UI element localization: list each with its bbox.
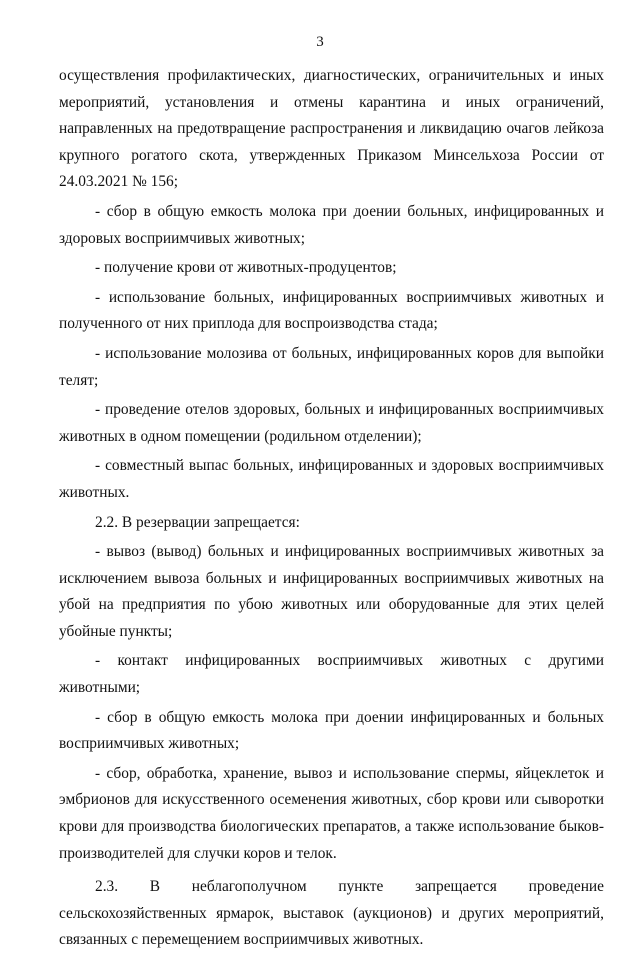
section-2-3: 2.3. В неблагополучном пункте запрещается проведение сельскохозяйственных ярмарок, выставок (аукционов) и других мероприятий, связанных с перемещением восприимчивых животных. — [59, 878, 604, 949]
list-item-milk-collection-infected: - сбор в общую емкость молока при доении инфицированных и больных восприимчивых животных; — [59, 708, 604, 753]
list-item-animal-contact: - контакт инфицированных восприимчивых животных с другими животными; — [59, 652, 604, 697]
paragraph-continuation: осуществления профилактических, диагностических, ограничительных и иных мероприятий, установления и отмены карантина и иных ограничений, направленных на предотвращение распространения и ликвидацию очагов лейкоза крупного рогатого скота, утвержденных Приказом Минсельхоза России от 24.03.2021 № 156; — [59, 67, 604, 191]
list-item-sperm-handling: - сбор, обработка, хранение, вывоз и использование спермы, яйцеклеток и эмбрионов для искусственного осеменения животных, сбор крови или сыворотки крови для производства биологических препаратов, а также использование быков-производителей для случки коров и телок. — [59, 764, 604, 862]
document-body — [59, 63, 604, 954]
list-item-grazing: - совместный выпас больных, инфицированных и здоровых восприимчивых животных. — [59, 457, 604, 501]
section-heading-2-2: 2.2. В резервации запрещается: — [95, 513, 300, 531]
list-item-milk-collection: - сбор в общую емкость молока при доении больных, инфицированных и здоровых восприимчивых животных; — [59, 202, 604, 247]
list-item-breeding-use: - использование больных, инфицированных восприимчивых животных и полученного от них приплода для воспроизводства стада; — [59, 288, 604, 333]
list-item-colostrum-use: - использование молозива от больных, инфицированных коров для выпойки телят; — [59, 344, 604, 389]
page-number: 3 — [316, 34, 324, 50]
list-item-animal-removal: - вывоз (вывод) больных и инфицированных восприимчивых животных за исключением вывоза больных и инфицированных восприимчивых животных на убой на предприятия по убою животных или оборудованные для этих целей убойные пункты; — [59, 543, 604, 640]
list-item-calving: - проведение отелов здоровых, больных и инфицированных восприимчивых животных в одном помещении (родильном отделении); — [59, 401, 604, 445]
list-item-blood-collection: - получение крови от животных-продуцентов; — [95, 259, 397, 277]
